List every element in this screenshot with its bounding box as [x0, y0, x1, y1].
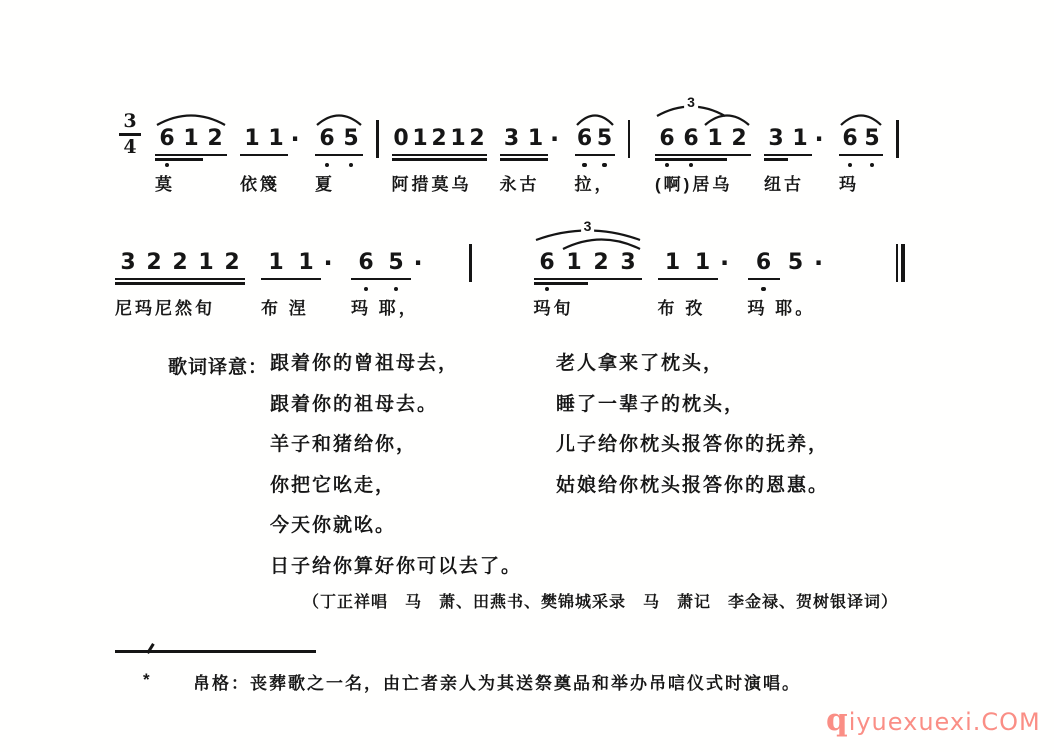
measure	[655, 96, 883, 226]
low-octave-dot	[761, 287, 766, 292]
augmentation-dot: ·	[719, 249, 730, 277]
measure	[534, 220, 826, 350]
underline	[655, 154, 679, 156]
note-digit: 2	[588, 250, 615, 276]
underline	[588, 278, 615, 280]
underline	[167, 282, 193, 284]
note-digit: 1	[193, 250, 219, 276]
underline	[392, 154, 411, 156]
underline	[500, 154, 524, 156]
translation-right-column	[556, 344, 829, 506]
lyric-syllable: 玛 耶。	[747, 299, 816, 318]
underline	[658, 278, 688, 280]
footnote-text: 帛格：丧葬歌之一名，由亡者亲人为其送祭奠品和举办吊唁仪式时演唱。	[193, 674, 801, 693]
note-digit: 3	[764, 126, 788, 152]
translation-line: 睡了一辈子的枕头，	[556, 393, 746, 415]
note-digit: 1	[703, 126, 727, 152]
lyric-syllable: 阿措莫乌	[391, 175, 472, 194]
note-digit: 6	[534, 250, 561, 276]
augmentation-dot: ·	[413, 249, 423, 277]
slur-arc	[839, 109, 883, 127]
underline	[315, 154, 339, 156]
note-digit: 6	[655, 126, 679, 152]
underline	[764, 158, 788, 160]
tuplet-number: 3	[581, 219, 595, 233]
underline	[179, 154, 203, 156]
slur-arc	[575, 109, 615, 127]
note-digit: 3	[500, 126, 524, 152]
note-digit: 2	[219, 250, 245, 276]
barline	[896, 244, 898, 282]
underline	[788, 154, 812, 156]
barline	[628, 120, 631, 158]
underline	[381, 278, 411, 280]
low-octave-dot	[870, 163, 875, 168]
note-digit: 5	[787, 250, 804, 275]
underline	[179, 158, 203, 160]
note-digit: 6	[679, 126, 703, 152]
underline	[351, 278, 381, 280]
underline	[679, 158, 703, 160]
low-octave-dot	[349, 163, 354, 168]
underline	[449, 158, 468, 160]
note-digit: 1	[524, 126, 548, 152]
lyric-syllable: 玛	[839, 175, 859, 194]
measure	[115, 220, 425, 350]
underline	[575, 154, 595, 156]
note-digit: 5	[339, 126, 363, 152]
underline	[449, 154, 468, 156]
underline	[748, 278, 780, 280]
note-digit: 1	[261, 250, 291, 276]
footnote-marker: *	[143, 670, 150, 689]
underline	[500, 158, 524, 160]
barline	[901, 244, 906, 282]
translation-line: 老人拿来了枕头，	[556, 353, 725, 374]
note-digit: 5	[861, 126, 883, 152]
low-octave-dot	[582, 163, 587, 168]
lyric-syllable: 布 孜	[657, 299, 706, 318]
lyric-syllable: 依篾	[240, 175, 280, 194]
underline	[861, 154, 883, 156]
underline	[193, 282, 219, 284]
slur-arc	[315, 109, 363, 127]
note-digit: 1	[688, 250, 718, 276]
augmentation-dot: ·	[290, 125, 300, 153]
lyric-syllable: 莫	[155, 175, 175, 194]
low-octave-dot	[665, 163, 670, 168]
note-digit: 1	[449, 126, 468, 152]
underline	[764, 154, 788, 156]
note-digit: 6	[155, 126, 179, 152]
underline	[203, 154, 227, 156]
translation-line: 儿子给你枕头报答你的抚养，	[556, 434, 830, 455]
underline	[468, 154, 487, 156]
underline	[534, 278, 561, 280]
note-digit: 1	[411, 126, 430, 152]
lyric-syllable: 永古	[499, 175, 540, 194]
time-signature	[118, 112, 142, 157]
lyric-syllable: 夏	[315, 175, 335, 194]
lyric-syllable: 玛 耶，	[351, 299, 419, 318]
final-double-barline	[896, 244, 906, 282]
slur-arc	[155, 109, 227, 127]
underline	[727, 154, 751, 156]
barline	[896, 120, 899, 158]
translation-line: 日子给你算好你可以去了。	[270, 555, 523, 577]
underline	[688, 278, 718, 280]
lyric-syllable: 布 涅	[261, 299, 309, 318]
underline	[679, 154, 703, 156]
underline	[167, 278, 193, 280]
lyric-syllable: 纽古	[764, 175, 804, 194]
barline	[469, 244, 472, 282]
underline	[839, 154, 861, 156]
low-octave-dot	[325, 163, 330, 168]
measure	[155, 96, 363, 226]
underline	[261, 278, 291, 280]
underline	[468, 158, 487, 160]
underline	[524, 154, 548, 156]
note-digit: 3	[115, 250, 141, 276]
translation-left-column	[270, 344, 522, 587]
note-digit: 1	[264, 126, 288, 152]
note-digit: 2	[430, 126, 449, 152]
note-digit: 1	[658, 250, 688, 276]
barline	[376, 120, 379, 158]
underline	[291, 278, 321, 280]
low-octave-dot	[364, 287, 369, 292]
underline	[392, 158, 411, 160]
credits-line: （丁正祥唱 马 萧、田燕书、樊锦城采录 马 萧记 李金禄、贺树银译词）	[303, 594, 899, 611]
low-octave-dot	[689, 163, 694, 168]
augmentation-dot: ·	[323, 249, 333, 277]
translation-line: 你把它吆走，	[270, 474, 397, 496]
note-digit: 6	[839, 126, 861, 152]
note-digit: 5	[381, 250, 411, 276]
lyric-syllable: 尼玛尼然旬	[115, 299, 215, 318]
underline	[240, 154, 264, 156]
underline	[534, 282, 561, 284]
underline	[339, 154, 363, 156]
low-octave-dot	[165, 163, 170, 168]
augmentation-dot: ·	[549, 125, 560, 153]
underline	[115, 278, 141, 280]
note-digit: 6	[748, 250, 780, 276]
underline	[561, 282, 588, 284]
translation-line: 姑娘给你枕头报答你的恩惠。	[556, 474, 830, 496]
low-octave-dot	[848, 163, 853, 168]
underline	[193, 278, 219, 280]
note-digit: 6	[575, 126, 595, 152]
tuplet-number: 3	[684, 95, 698, 109]
lyric-syllable: (啊)居乌	[655, 175, 733, 194]
note-digit: 3	[615, 250, 642, 276]
note-digit: 1	[788, 126, 812, 152]
underline	[411, 154, 430, 156]
underline	[655, 158, 679, 160]
underline	[219, 278, 245, 280]
notation-line	[115, 220, 905, 350]
underline	[219, 282, 245, 284]
note-digit: 2	[167, 250, 193, 276]
note-digit: 2	[727, 126, 751, 152]
low-octave-dot	[545, 287, 550, 292]
underline	[561, 278, 588, 280]
underline	[155, 158, 179, 160]
translation-line: 跟着你的曾祖母去，	[270, 353, 460, 374]
note-digit: 1	[561, 250, 588, 276]
underline	[141, 278, 167, 280]
translation-line: 羊子和猪给你，	[270, 434, 418, 455]
lyric-syllable: 玛旬	[533, 299, 574, 318]
augmentation-dot: ·	[813, 249, 824, 277]
underline	[115, 282, 141, 284]
underline	[155, 154, 179, 156]
underline	[411, 158, 430, 160]
time-signature-denominator: 4	[123, 135, 137, 158]
underline	[703, 158, 727, 160]
low-octave-dot	[394, 287, 399, 292]
translation-label: 歌词译意：	[168, 357, 269, 378]
underline	[595, 154, 615, 156]
note-digit: 0	[392, 126, 411, 152]
note-digit: 1	[291, 250, 321, 276]
slur-arc	[561, 233, 642, 251]
low-octave-dot	[602, 163, 607, 168]
underline	[615, 278, 642, 280]
augmentation-dot: ·	[814, 125, 824, 153]
underline	[430, 158, 449, 160]
note-digit: 1	[179, 126, 203, 152]
note-digit: 1	[240, 126, 264, 152]
underline	[524, 158, 548, 160]
note-digit: 6	[315, 126, 339, 152]
note-digit: 6	[351, 250, 381, 276]
slur-arc	[703, 109, 751, 127]
translation-line: 跟着你的祖母去。	[270, 393, 439, 415]
footnote-divider	[115, 650, 316, 653]
underline	[430, 154, 449, 156]
lyric-syllable: 拉，	[574, 175, 615, 194]
underline	[703, 154, 727, 156]
note-digit: 2	[468, 126, 487, 152]
underline	[141, 282, 167, 284]
note-digit: 2	[141, 250, 167, 276]
site-watermark: qiyuexuexi.COM	[826, 702, 1041, 738]
note-digit: 5	[595, 126, 615, 152]
time-signature-numerator: 3	[123, 110, 137, 132]
measure	[392, 96, 615, 226]
underline	[264, 154, 288, 156]
note-digit: 2	[203, 126, 227, 152]
notation-line	[118, 96, 899, 226]
translation-line: 今天你就吆。	[270, 515, 397, 536]
